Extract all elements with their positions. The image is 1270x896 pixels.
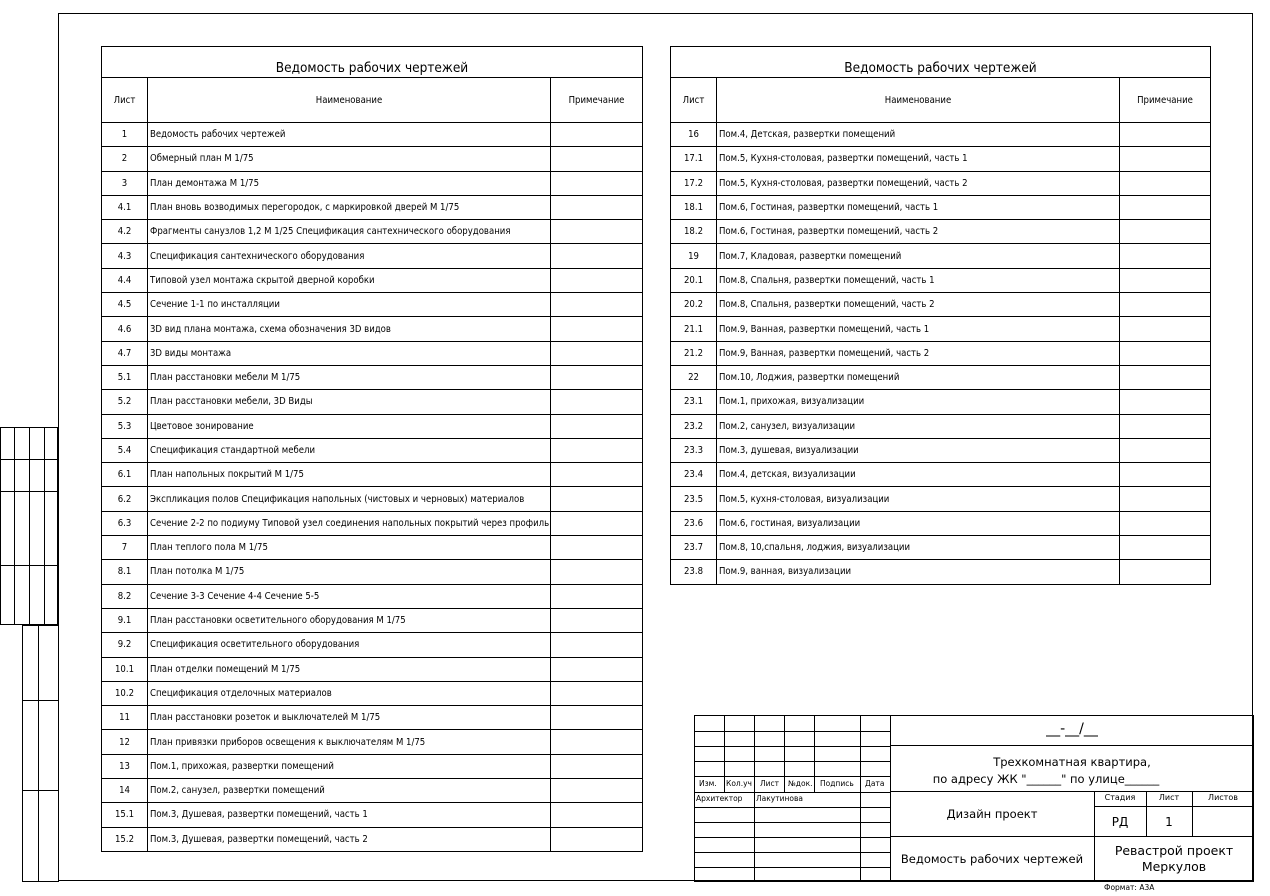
sheet-name: Типовой узел монтажа скрытой дверной коробки [148, 268, 551, 292]
list-value: 1 [1165, 815, 1173, 829]
table-row [671, 244, 1211, 268]
sheet-note [551, 730, 643, 754]
sheet-name: План расстановки мебели М 1/75 [148, 365, 551, 389]
sheet-number: 9.2 [102, 633, 148, 657]
sheet-number: 23.8 [671, 560, 717, 584]
sheet-name: Пом.3, Душевая, развертки помещений, часть 2 [148, 827, 551, 851]
sheet-note [551, 293, 643, 317]
sheet-note [551, 220, 643, 244]
sheet-note [1120, 536, 1211, 560]
right-header-name: Наименование [717, 78, 1120, 123]
sheet-name: 3D вид плана монтажа, схема обозначения 3D видов [148, 317, 551, 341]
sheet-name: Пом.9, Ванная, развертки помещений, часть 2 [717, 341, 1120, 365]
sheet-note [1120, 365, 1211, 389]
sheet-number: 21.1 [671, 317, 717, 341]
right-header-note: Примечание [1120, 78, 1211, 123]
sheet-name: Пом.4, детская, визуализации [717, 463, 1120, 487]
sheet-name: Пом.2, санузел, развертки помещений [148, 779, 551, 803]
sheet-name: План привязки приборов освещения к выключателям М 1/75 [148, 730, 551, 754]
table-row [102, 463, 643, 487]
table-row [102, 754, 643, 778]
sheet-note [1120, 390, 1211, 414]
sheet-number: 6.2 [102, 487, 148, 511]
right-table-title: Ведомость рабочих чертежей [671, 47, 1211, 78]
sheet-name: Сечение 3-3 Сечение 4-4 Сечение 5-5 [148, 584, 551, 608]
sheet-number: 5.4 [102, 438, 148, 462]
table-row [671, 123, 1211, 147]
sheet-note [551, 171, 643, 195]
sheet-number: 4.1 [102, 195, 148, 219]
table-row [671, 438, 1211, 462]
sheet-number: 22 [671, 365, 717, 389]
sheet-name: Спецификация отделочных материалов [148, 681, 551, 705]
list-label: Лист [1158, 793, 1180, 802]
table-row [102, 414, 643, 438]
sheet-name: План расстановки осветительного оборудования М 1/75 [148, 608, 551, 632]
sheet-number: 20.2 [671, 293, 717, 317]
sheet-note [551, 390, 643, 414]
col-koluch-label: Кол.уч [726, 779, 752, 788]
sheet-number: 21.2 [671, 341, 717, 365]
table-row [102, 633, 643, 657]
sheet-note [1120, 123, 1211, 147]
sheet-note [551, 633, 643, 657]
table-row [102, 560, 643, 584]
table-row [671, 171, 1211, 195]
sheet-name: План вновь возводимых перегородок, с маркировкой дверей М 1/75 [148, 195, 551, 219]
sheet-name: Фрагменты санузлов 1,2 М 1/25 Спецификация сантехнического оборудования [148, 220, 551, 244]
sheet-name: Пом.8, 10,спальня, лоджия, визуализации [717, 536, 1120, 560]
table-row [671, 536, 1211, 560]
table-row [102, 681, 643, 705]
left-header-note: Примечание [551, 78, 643, 123]
lists-label: Листов [1208, 793, 1238, 802]
sheet-note [1120, 438, 1211, 462]
table-row [102, 511, 643, 535]
sheet-name: План отделки помещений М 1/75 [148, 657, 551, 681]
sheet-note [1120, 268, 1211, 292]
sheet-name: Обмерный план М 1/75 [148, 147, 551, 171]
sheet-note [1120, 487, 1211, 511]
sheet-number: 18.2 [671, 220, 717, 244]
table-row [102, 706, 643, 730]
sheet-name: Пом.8, Спальня, развертки помещений, часть 1 [717, 268, 1120, 292]
sheet-number: 23.7 [671, 536, 717, 560]
sheet-name: Экспликация полов Спецификация напольных (чистовых и черновых) материалов [148, 487, 551, 511]
sheet-number: 4.5 [102, 293, 148, 317]
sheet-name: План расстановки мебели, 3D Виды [148, 390, 551, 414]
col-izm-label: Изм. [699, 779, 717, 788]
sheet-number: 14 [102, 779, 148, 803]
table-row [671, 560, 1211, 584]
table-row [102, 268, 643, 292]
sheet-name: Пом.5, Кухня-столовая, развертки помещений, часть 2 [717, 171, 1120, 195]
sheet-note [1120, 463, 1211, 487]
col-data-label: Дата [865, 779, 885, 788]
sheet-name: План расстановки розеток и выключателей М 1/75 [148, 706, 551, 730]
sheet-name: Пом.3, душевая, визуализации [717, 438, 1120, 462]
sheet-number: 4.6 [102, 317, 148, 341]
table-row [671, 341, 1211, 365]
table-row [102, 730, 643, 754]
sheet-name: Пом.6, Гостиная, развертки помещений, часть 2 [717, 220, 1120, 244]
sheet-note [551, 754, 643, 778]
table-row [671, 390, 1211, 414]
sheet-number: 8.2 [102, 584, 148, 608]
format-label: Формат: А3А [1104, 883, 1155, 892]
title-block [694, 715, 1254, 882]
table-row [102, 487, 643, 511]
left-table-title: Ведомость рабочих чертежей [102, 47, 643, 78]
left-header-sheet: Лист [102, 78, 148, 123]
table-row [102, 244, 643, 268]
table-row [102, 365, 643, 389]
sheet-note [551, 195, 643, 219]
col-ndok-label: №док. [788, 779, 813, 788]
sheet-number: 3 [102, 171, 148, 195]
sheet-note [1120, 560, 1211, 584]
sheet-name: План теплого пола М 1/75 [148, 536, 551, 560]
left-drawings-table [101, 46, 643, 852]
sheet-name: 3D виды монтажа [148, 341, 551, 365]
sheet-name: Пом.9, Ванная, развертки помещений, часть 1 [717, 317, 1120, 341]
sheet-name: Пом.3, Душевая, развертки помещений, часть 1 [148, 803, 551, 827]
person-name: Лакутинова [756, 794, 803, 803]
sheet-name: Пом.10, Лоджия, развертки помещений [717, 365, 1120, 389]
company-line1: Ревастрой проект [1114, 843, 1234, 858]
company-line2: Меркулов [1141, 859, 1207, 874]
sheet-note [551, 827, 643, 851]
design-label: Дизайн проект [946, 807, 1038, 821]
table-row [102, 827, 643, 851]
table-row [102, 123, 643, 147]
sheet-number: 4.7 [102, 341, 148, 365]
sheet-name: План напольных покрытий М 1/75 [148, 463, 551, 487]
sheet-number: 23.3 [671, 438, 717, 462]
table-row [671, 195, 1211, 219]
sheet-note [551, 463, 643, 487]
sheet-name: Пом.6, Гостиная, развертки помещений, часть 1 [717, 195, 1120, 219]
sheet-number: 6.1 [102, 463, 148, 487]
right-header-sheet: Лист [671, 78, 717, 123]
sheet-note [551, 681, 643, 705]
table-row [671, 147, 1211, 171]
table-row [102, 438, 643, 462]
sheet-number: 5.3 [102, 414, 148, 438]
sheet-note [551, 268, 643, 292]
sheet-number: 23.2 [671, 414, 717, 438]
table-row [102, 657, 643, 681]
table-row [102, 584, 643, 608]
sheet-number: 7 [102, 536, 148, 560]
sheet-note [1120, 220, 1211, 244]
sheet-number: 13 [102, 754, 148, 778]
sheet-name: Пом.8, Спальня, развертки помещений, часть 2 [717, 293, 1120, 317]
sheet-note [1120, 171, 1211, 195]
stage-label: Стадия [1104, 793, 1136, 802]
stage-value: РД [1111, 815, 1129, 829]
sheet-name: Спецификация сантехнического оборудования [148, 244, 551, 268]
project-title-line1: Трехкомнатная квартира, [993, 755, 1151, 769]
sheet-name: Сечение 1-1 по инсталляции [148, 293, 551, 317]
sheet-note [551, 779, 643, 803]
sheet-note [1120, 414, 1211, 438]
table-row [671, 487, 1211, 511]
sheet-note [551, 244, 643, 268]
sheet-name: Пом.2, санузел, визуализации [717, 414, 1120, 438]
sheet-name: Спецификация стандартной мебели [148, 438, 551, 462]
sheet-name: Сечение 2-2 по подиуму Типовой узел соединения напольных покрытий через профиль [148, 511, 551, 535]
sheet-note [551, 560, 643, 584]
sheet-note [551, 706, 643, 730]
sheet-note [1120, 195, 1211, 219]
sheet-note [551, 147, 643, 171]
sheet-number: 18.1 [671, 195, 717, 219]
sheet-number: 5.2 [102, 390, 148, 414]
sheet-note [1120, 244, 1211, 268]
sheet-number: 20.1 [671, 268, 717, 292]
table-row [102, 147, 643, 171]
sheet-number: 23.5 [671, 487, 717, 511]
sheet-note [551, 341, 643, 365]
sheet-note [551, 657, 643, 681]
sheet-number: 8.1 [102, 560, 148, 584]
sheet-number: 4.3 [102, 244, 148, 268]
sheet-name: Пом.7, Кладовая, развертки помещений [717, 244, 1120, 268]
table-row [102, 803, 643, 827]
sheet-note [551, 317, 643, 341]
sheet-number: 17.1 [671, 147, 717, 171]
sheet-number: 23.1 [671, 390, 717, 414]
sheet-number: 11 [102, 706, 148, 730]
sheet-number: 4.4 [102, 268, 148, 292]
table-row [671, 414, 1211, 438]
table-row [671, 220, 1211, 244]
left-header-name: Наименование [148, 78, 551, 123]
sheet-number: 6.3 [102, 511, 148, 535]
sheet-note [551, 414, 643, 438]
sheet-number: 4.2 [102, 220, 148, 244]
sheet-name: Пом.5, кухня-столовая, визуализации [717, 487, 1120, 511]
sheet-name: Пом.5, Кухня-столовая, развертки помещений, часть 1 [717, 147, 1120, 171]
drawing-code: __-__/__ [1046, 721, 1098, 737]
sheet-name: Пом.9, ванная, визуализации [717, 560, 1120, 584]
sheet-name: Пом.1, прихожая, развертки помещений [148, 754, 551, 778]
sheet-number: 17.2 [671, 171, 717, 195]
table-row [102, 171, 643, 195]
sheet-note [551, 536, 643, 560]
table-row [102, 293, 643, 317]
sheet-name: План демонтажа М 1/75 [148, 171, 551, 195]
sheet-number: 9.1 [102, 608, 148, 632]
table-row [102, 390, 643, 414]
sheet-number: 5.1 [102, 365, 148, 389]
sheet-note [551, 803, 643, 827]
sheet-note [1120, 341, 1211, 365]
sheet-note [1120, 293, 1211, 317]
sheet-number: 2 [102, 147, 148, 171]
sheet-name: Пом.6, гостиная, визуализации [717, 511, 1120, 535]
table-row [671, 268, 1211, 292]
sheet-number: 1 [102, 123, 148, 147]
sheet-number: 19 [671, 244, 717, 268]
sheet-name: Цветовое зонирование [148, 414, 551, 438]
sheet-number: 10.1 [102, 657, 148, 681]
col-podpis-label: Подпись [820, 779, 854, 788]
table-row [102, 608, 643, 632]
sheet-name: Пом.4, Детская, развертки помещений [717, 123, 1120, 147]
sheet-note [551, 584, 643, 608]
sheet-number: 10.2 [102, 681, 148, 705]
table-row [671, 317, 1211, 341]
sheet-name: Пом.1, прихожая, визуализации [717, 390, 1120, 414]
sheet-note [551, 438, 643, 462]
col-list-label: Лист [760, 779, 780, 788]
sheet-note [551, 365, 643, 389]
table-row [102, 317, 643, 341]
sheet-note [1120, 511, 1211, 535]
table-row [671, 511, 1211, 535]
sheet-number: 23.4 [671, 463, 717, 487]
sheet-number: 15.2 [102, 827, 148, 851]
sheet-name: План потолка М 1/75 [148, 560, 551, 584]
sheet-note [1120, 147, 1211, 171]
table-row [671, 463, 1211, 487]
table-row [102, 341, 643, 365]
role-label: Архитектор [696, 794, 743, 803]
sheet-note [1120, 317, 1211, 341]
table-row [102, 220, 643, 244]
table-row [671, 293, 1211, 317]
sheet-name: Ведомость рабочих чертежей [900, 852, 1084, 866]
right-drawings-table [670, 46, 1211, 585]
sheet-note [551, 608, 643, 632]
table-row [671, 365, 1211, 389]
sheet-name: Ведомость рабочих чертежей [148, 123, 551, 147]
sheet-number: 12 [102, 730, 148, 754]
sheet-number: 16 [671, 123, 717, 147]
sheet-note [551, 487, 643, 511]
table-row [102, 195, 643, 219]
project-title-line2: по адресу ЖК "______" по улице______ [932, 772, 1160, 786]
sheet-name: Спецификация осветительного оборудования [148, 633, 551, 657]
sheet-note [551, 511, 643, 535]
sheet-note [551, 123, 643, 147]
table-row [102, 536, 643, 560]
table-row [102, 779, 643, 803]
sheet-number: 23.6 [671, 511, 717, 535]
sheet-number: 15.1 [102, 803, 148, 827]
